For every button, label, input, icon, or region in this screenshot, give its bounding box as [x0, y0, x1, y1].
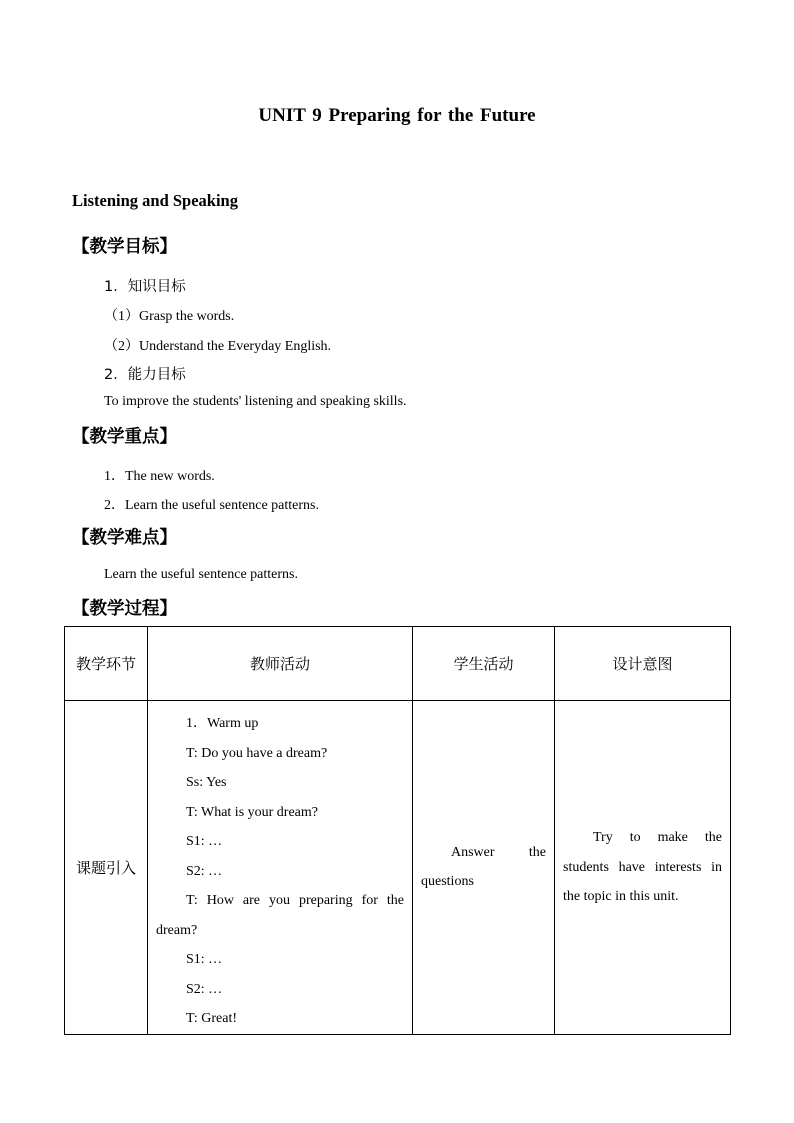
key-point-1: 1．The new words.	[104, 469, 215, 484]
teacher-activity-cell	[148, 701, 413, 1035]
student-line: questions	[421, 874, 474, 890]
student-activity-cell	[413, 701, 555, 1035]
objective-ability-1: To improve the students' listening and speaking skills.	[104, 394, 407, 409]
student-line: Answer the	[451, 844, 546, 860]
key-points-heading: 【教学重点】	[72, 427, 177, 447]
intent-line: Try to make the	[593, 830, 722, 845]
process-heading: 【教学过程】	[72, 599, 177, 619]
objective-knowledge: 1．知识目标	[104, 279, 186, 295]
column-header-student: 学生活动	[413, 627, 555, 701]
teacher-line: dream?	[156, 922, 198, 938]
intent-line: students have interests in	[563, 859, 722, 875]
column-header-intent: 设计意图	[555, 627, 731, 701]
teacher-line: Ss: Yes	[186, 775, 227, 790]
column-header-stage: 教学环节	[65, 627, 148, 701]
objective-knowledge-1: （1）Grasp the words.	[104, 309, 235, 324]
table-row	[65, 701, 731, 1035]
teacher-line: S2: …	[186, 981, 223, 997]
teacher-line: S1: …	[186, 834, 223, 849]
design-intent-cell	[555, 701, 731, 1035]
table-header-row	[65, 627, 731, 701]
difficulty-1: Learn the useful sentence patterns.	[104, 567, 298, 582]
objective-ability: 2．能力目标	[104, 367, 186, 383]
difficulties-heading: 【教学难点】	[72, 528, 177, 548]
teacher-line: T: What is your dream?	[186, 804, 319, 820]
process-table	[64, 626, 731, 1035]
teacher-line: T: Great!	[186, 1011, 237, 1026]
objective-knowledge-2: （2）Understand the Everyday English.	[104, 339, 332, 354]
document-title: UNIT 9 Preparing for the Future	[258, 105, 536, 126]
section-title: Listening and Speaking	[72, 191, 238, 210]
teacher-line: T: Do you have a dream?	[186, 745, 328, 761]
column-header-teacher: 教师活动	[148, 627, 413, 701]
intent-line: the topic in this unit.	[563, 889, 679, 904]
objectives-heading: 【教学目标】	[72, 237, 177, 257]
teacher-line: S1: …	[186, 952, 223, 967]
key-point-2: 2．Learn the useful sentence patterns.	[104, 498, 319, 513]
teacher-line: S2: …	[186, 863, 223, 879]
teacher-line: 1．Warm up	[186, 716, 259, 731]
teacher-line: T: How are you preparing for the	[186, 893, 404, 908]
stage-cell: 课题引入	[65, 701, 148, 1035]
